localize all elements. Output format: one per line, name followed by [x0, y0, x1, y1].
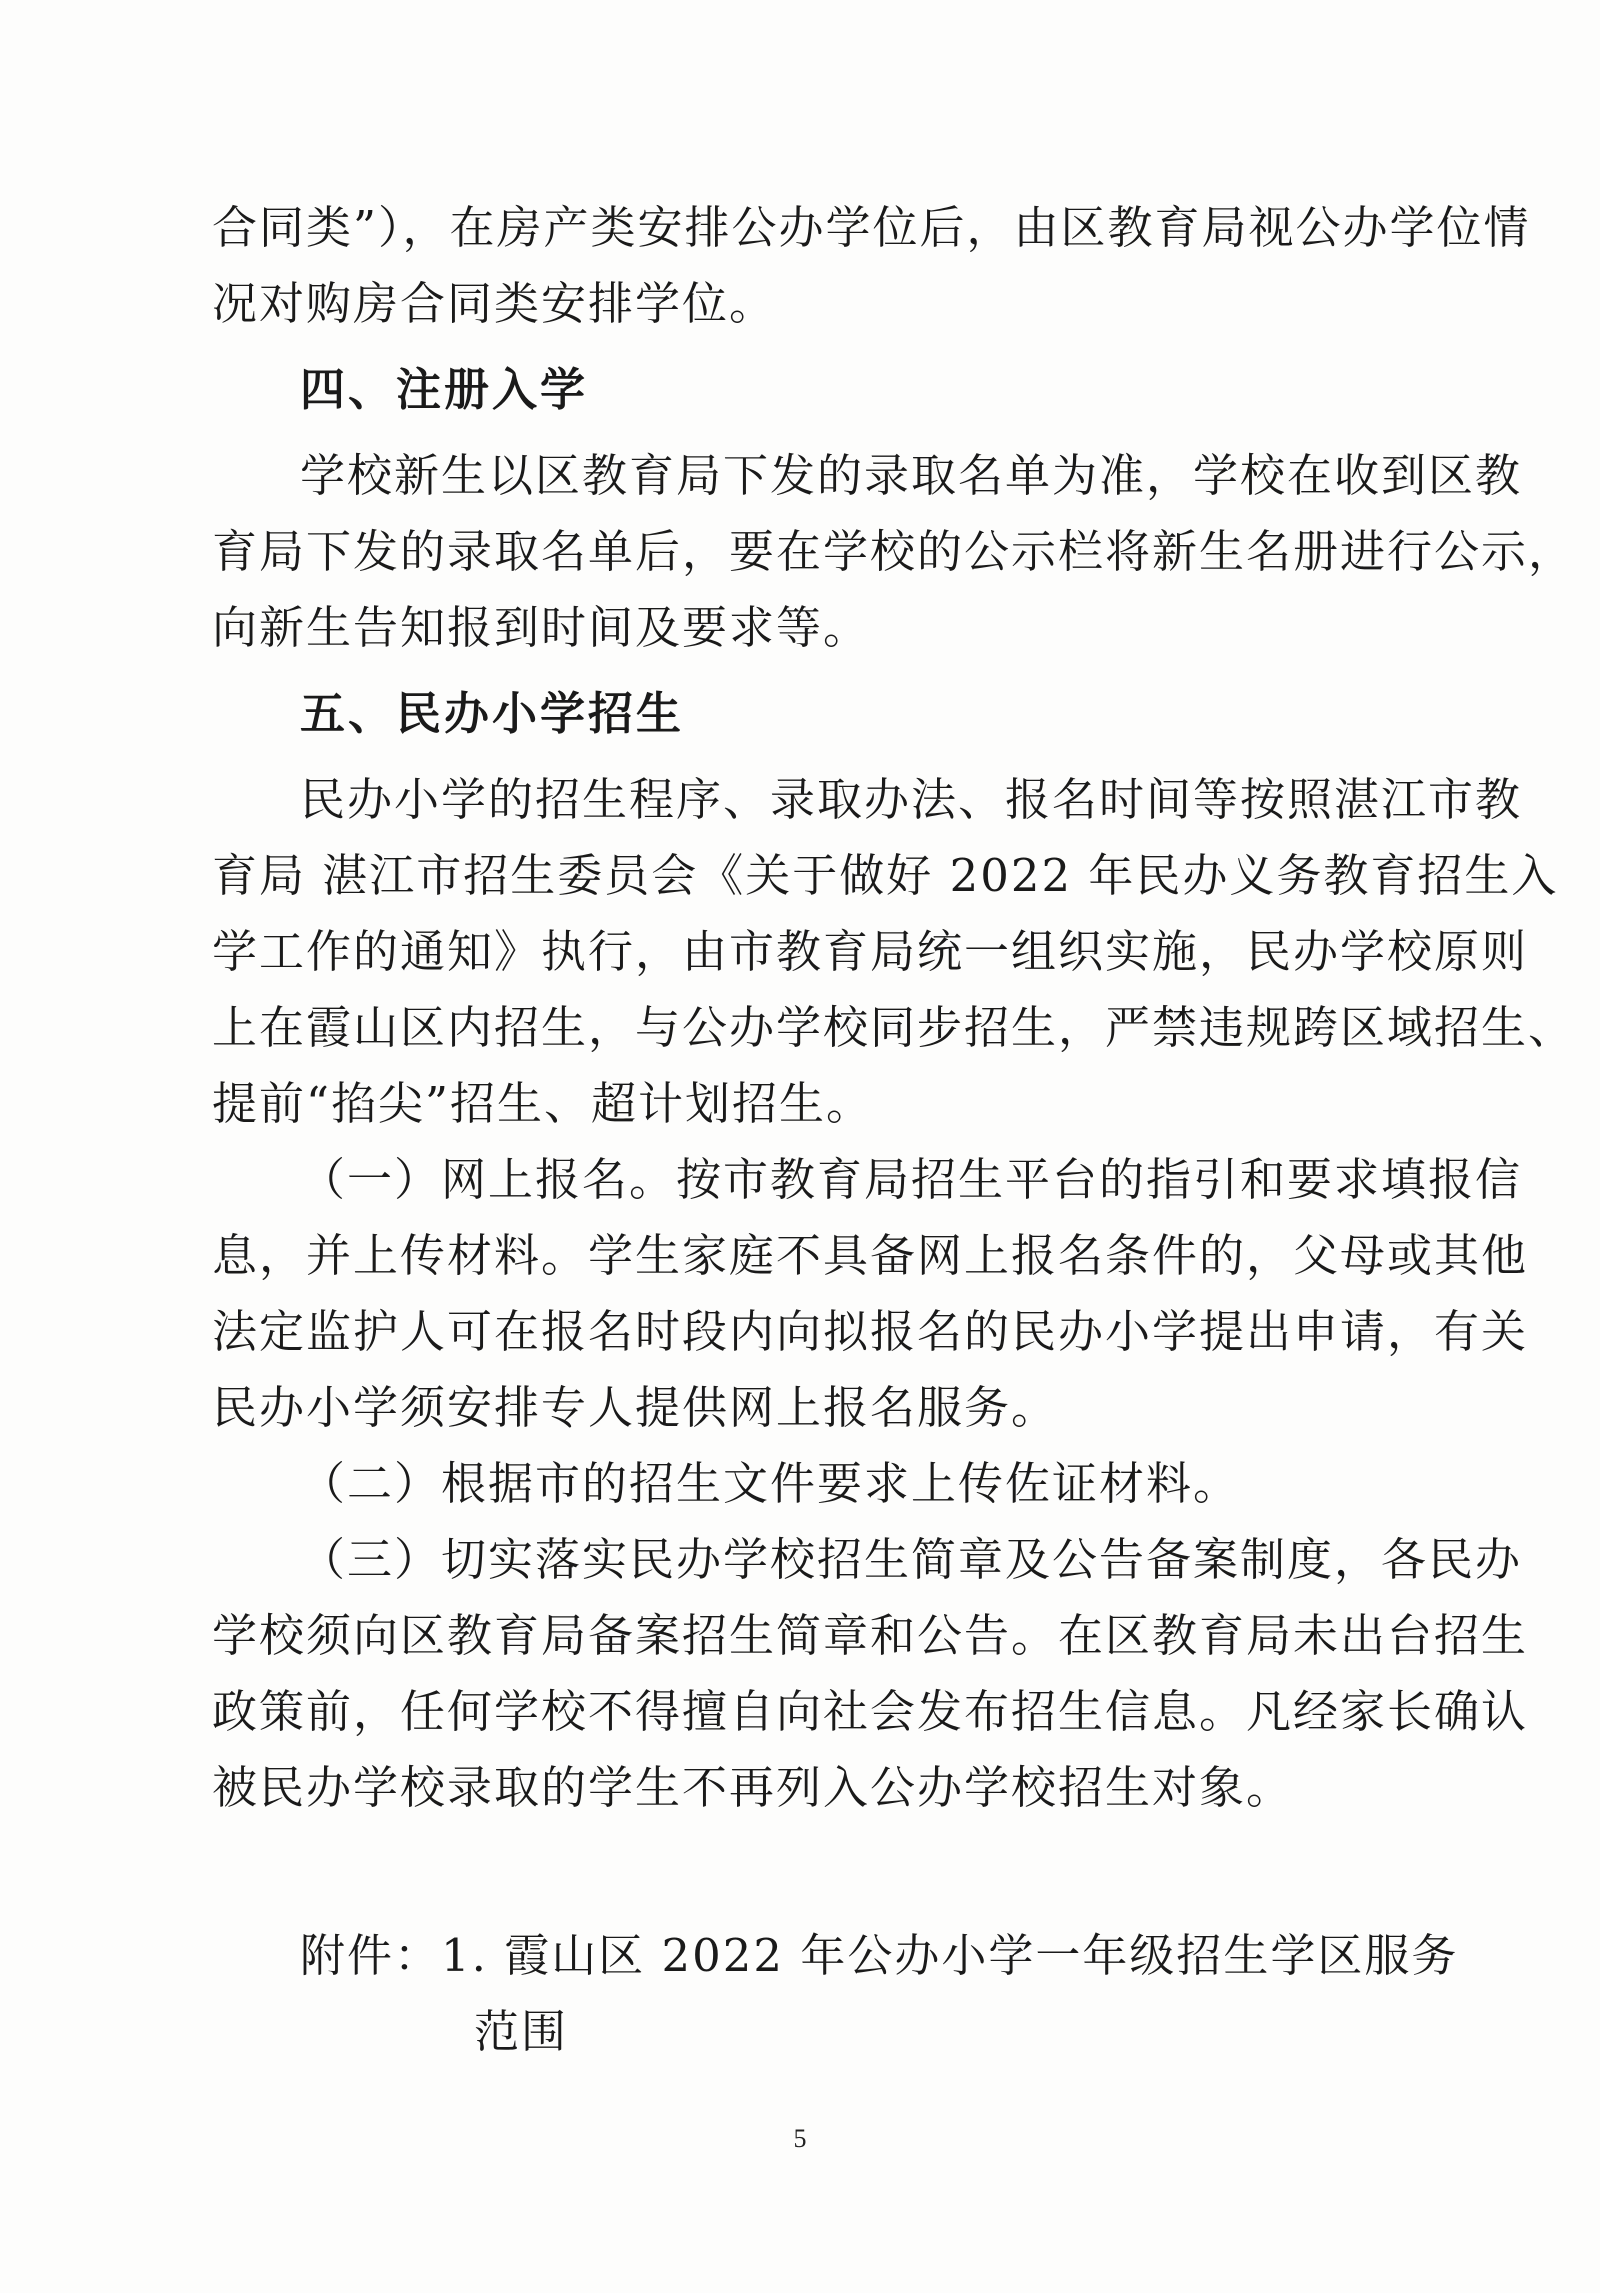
attachment-line-2: 范围: [474, 2005, 569, 2058]
page-number: 5: [793, 2124, 807, 2153]
section-4-line-2: 育局下发的录取名单后，要在学校的公示栏将新生名册进行公示，: [212, 525, 1576, 578]
document-body: [212, 190, 1576, 2070]
intro-line-1: 合同类”），在房产类安排公办学位后，由区教育局视公办学位情: [212, 201, 1531, 254]
section-4-heading: 四、注册入学: [300, 363, 589, 416]
item-3-line-3: 政策前，任何学校不得擅自向社会发布招生信息。凡经家长确认: [212, 1685, 1529, 1738]
item-1-line-2: 息，并上传材料。学生家庭不具备网上报名条件的，父母或其他: [212, 1229, 1529, 1282]
section-5-line-5: 提前“掐尖”招生、超计划招生。: [212, 1077, 874, 1130]
section-5-line-4: 上在霞山区内招生，与公办学校同步招生，严禁违规跨区域招生、: [212, 1001, 1576, 1054]
item-1-line-1: （一）网上报名。按市教育局招生平台的指引和要求填报信: [300, 1153, 1523, 1206]
section-4-line-1: 学校新生以区教育局下发的录取名单为准，学校在收到区教: [300, 449, 1523, 502]
item-1-line-4: 民办小学须安排专人提供网上报名服务。: [212, 1381, 1059, 1434]
item-3-line-2: 学校须向区教育局备案招生简章和公告。在区教育局未出台招生: [212, 1609, 1529, 1662]
section-5-heading: 五、民办小学招生: [300, 687, 685, 740]
section-4-line-3: 向新生告知报到时间及要求等。: [212, 601, 871, 654]
section-5-line-3: 学工作的通知》执行，由市教育局统一组织实施，民办学校原则: [212, 925, 1529, 978]
section-5-line-1: 民办小学的招生程序、录取办法、报名时间等按照湛江市教: [300, 773, 1523, 826]
item-3-line-4: 被民办学校录取的学生不再列入公办学校招生对象。: [212, 1761, 1294, 1814]
section-5-line-2: 育局 湛江市招生委员会《关于做好 2022 年民办义务教育招生入: [212, 849, 1559, 902]
attachment-line-1: 附件：1. 霞山区 2022 年公办小学一年级招生学区服务: [300, 1929, 1459, 1982]
intro-line-2: 况对购房合同类安排学位。: [212, 277, 777, 330]
item-2-line-1: （二）根据市的招生文件要求上传佐证材料。: [300, 1457, 1241, 1510]
item-3-line-1: （三）切实落实民办学校招生简章及公告备案制度，各民办: [300, 1533, 1523, 1586]
item-1-line-3: 法定监护人可在报名时段内向拟报名的民办小学提出申请，有关: [212, 1305, 1529, 1358]
